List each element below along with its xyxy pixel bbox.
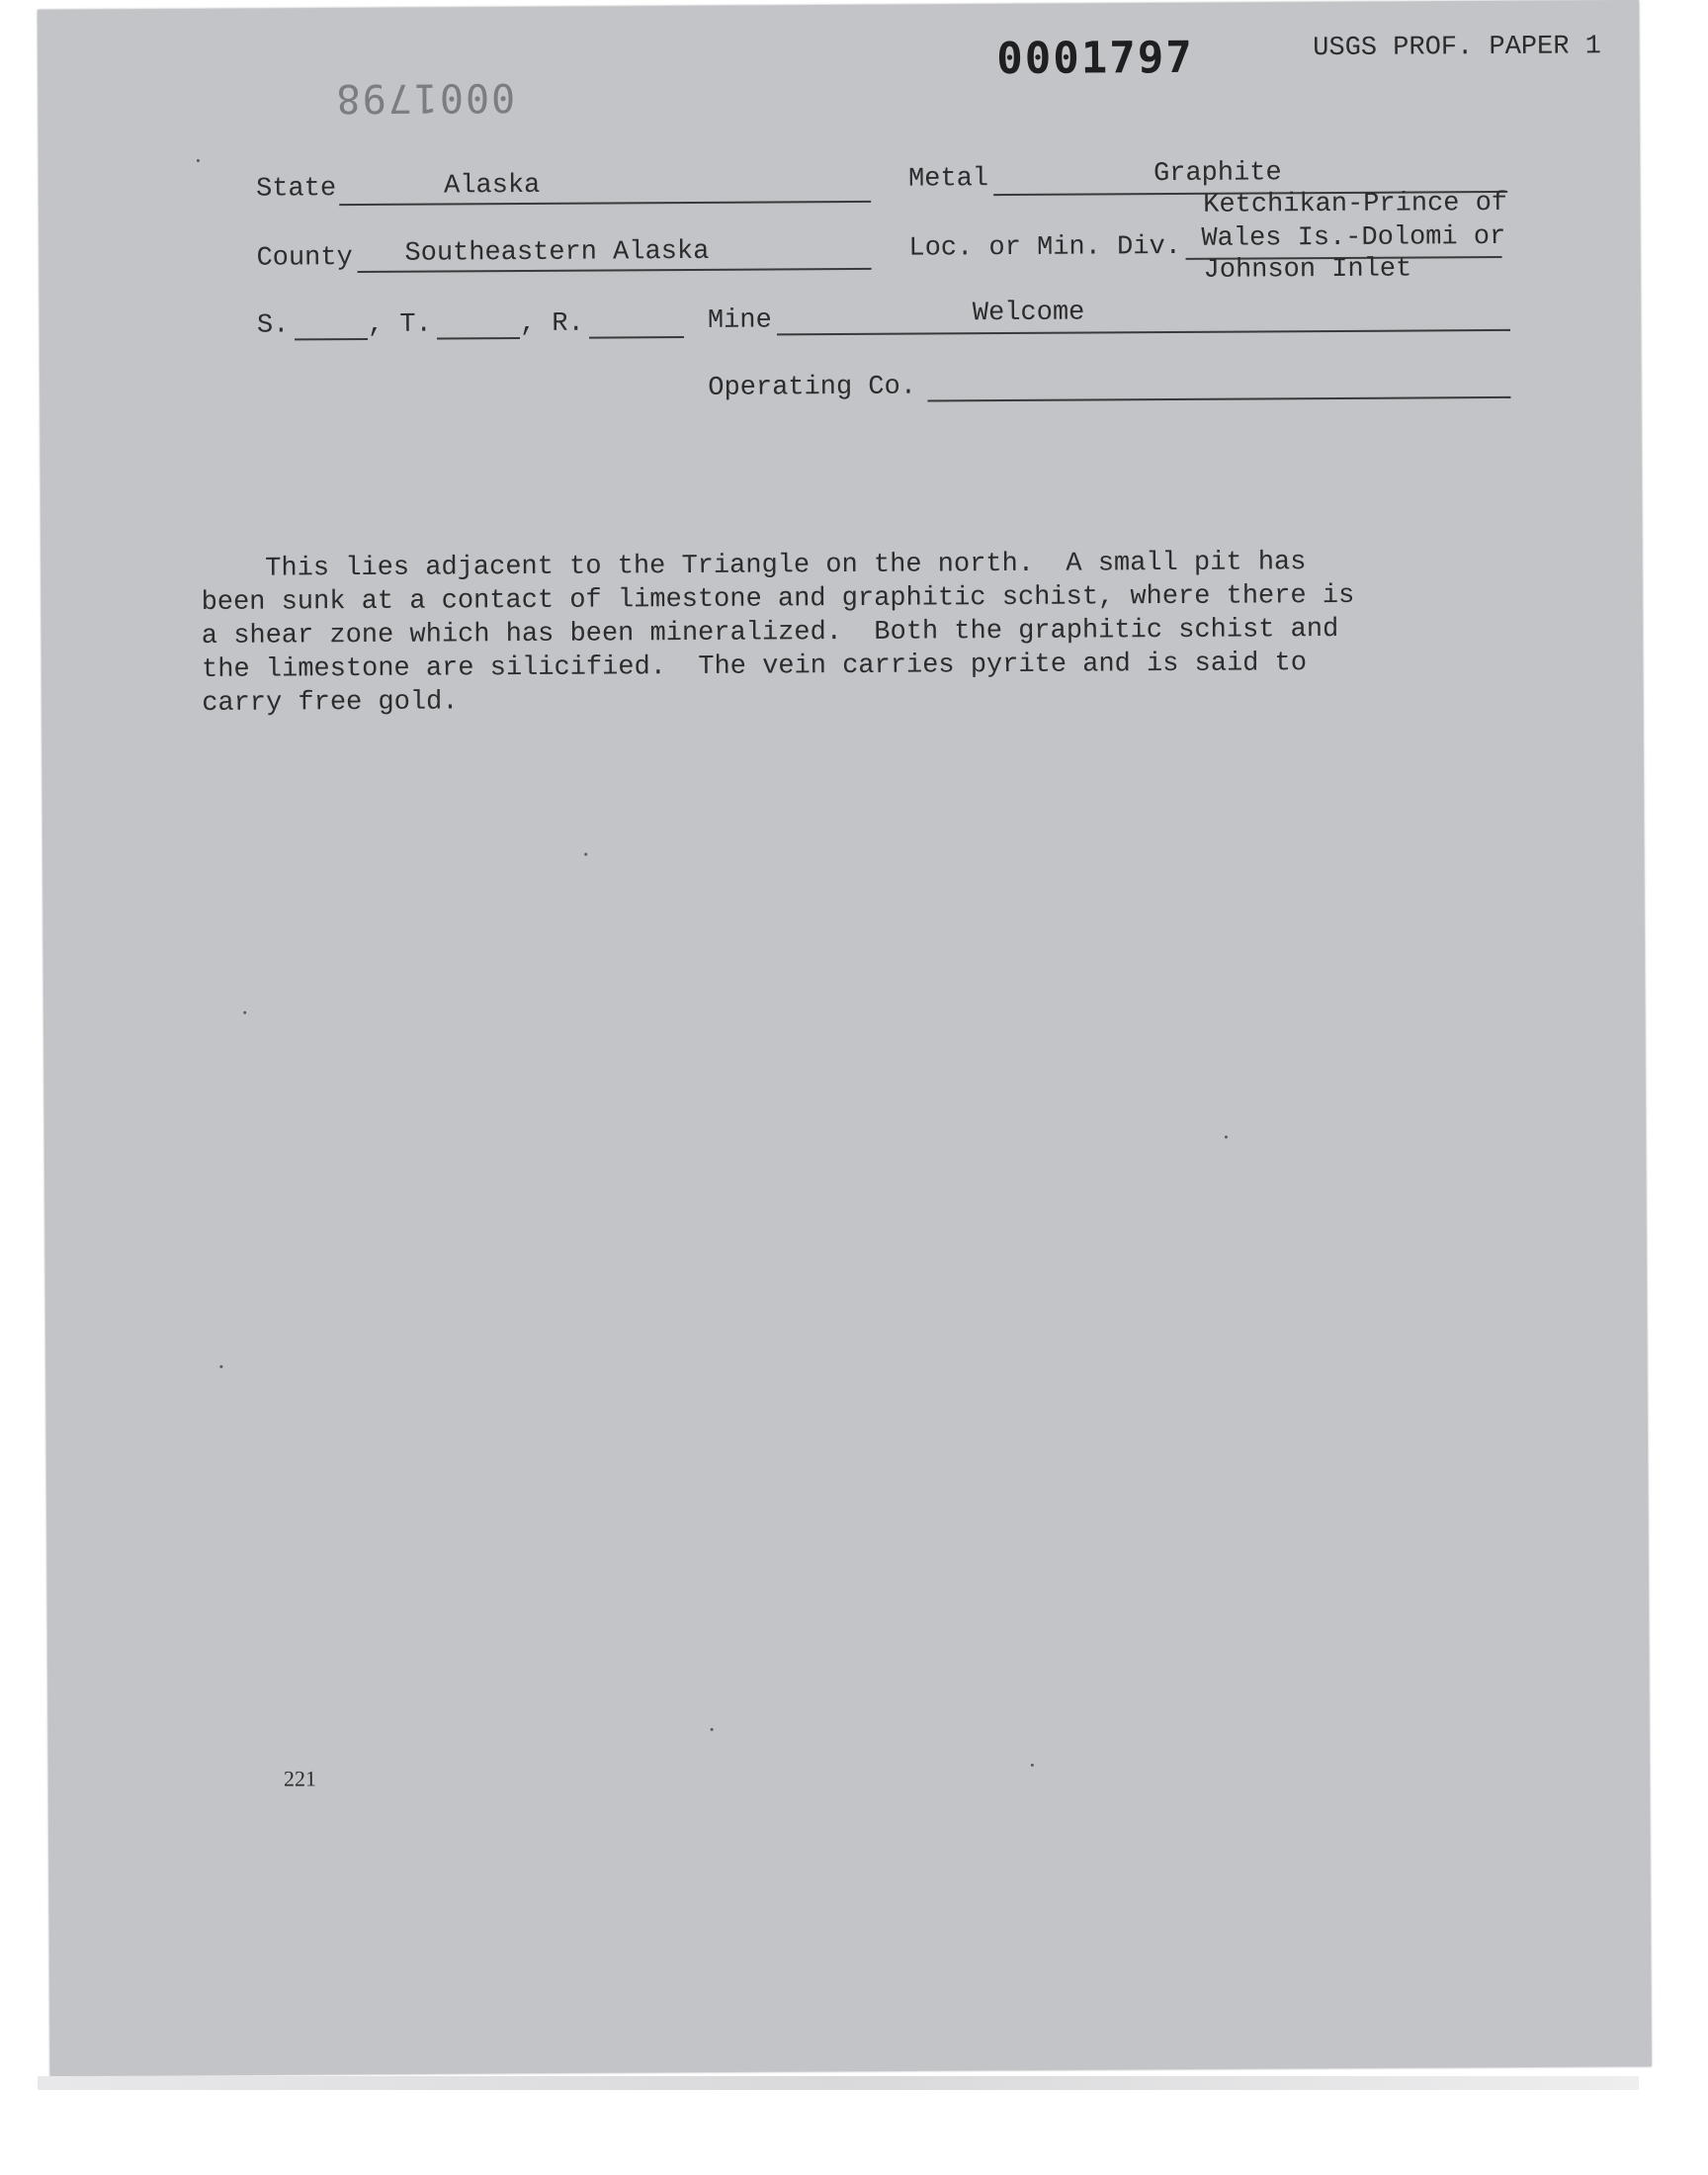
- mine-label: Mine: [707, 305, 772, 336]
- description-paragraph: This lies adjacent to the Triangle on the north. A small pit has been sunk at a contact of limestone and graphitic schist, where there is a shear zone which has been mineralized. Both the graphitic schist and the limestone are silicified. The vein carries pyrite and is said to carry free gold.: [201, 548, 1355, 719]
- mine-underline: [777, 329, 1510, 336]
- township-label: , T.: [367, 309, 432, 340]
- range-label: , R.: [519, 308, 584, 340]
- operating-co-label: Operating Co.: [708, 372, 917, 403]
- metal-label: Metal: [907, 164, 989, 195]
- state-label: State: [256, 174, 337, 205]
- stamp-number: 0001797: [996, 32, 1194, 85]
- section-label: S.: [256, 310, 290, 341]
- page-number: 221: [283, 1766, 317, 1791]
- operating-co-underline: [927, 396, 1510, 402]
- document-page: [38, 0, 1652, 2076]
- township-underline: [437, 337, 520, 340]
- state-value: Alaska: [444, 170, 541, 202]
- scan-edge: [38, 2076, 1639, 2090]
- scan-speck: [197, 159, 200, 162]
- section-underline: [295, 338, 368, 340]
- loc-value-line2: Wales Is.-Dolomi or: [1201, 221, 1506, 254]
- metal-value: Graphite: [1153, 158, 1282, 190]
- scan-speck: [584, 853, 587, 856]
- scan-speck: [1031, 1764, 1034, 1767]
- loc-value-line1: Ketchikan-Prince of: [1203, 188, 1508, 220]
- county-label: County: [256, 243, 353, 274]
- county-value: Southeastern Alaska: [404, 236, 710, 269]
- faded-stamp-number: 0001798: [334, 74, 516, 122]
- scan-speck: [243, 1011, 246, 1014]
- state-underline: [339, 201, 871, 206]
- scan-speck: [219, 1365, 222, 1368]
- loc-value-line3: Johnson Inlet: [1203, 254, 1412, 286]
- mine-value: Welcome: [972, 298, 1085, 329]
- scan-speck: [1225, 1136, 1228, 1139]
- series-note: USGS PROF. PAPER 1: [1313, 32, 1602, 64]
- county-underline: [358, 268, 872, 273]
- range-underline: [589, 336, 684, 339]
- loc-label: Loc. or Min. Div.: [908, 231, 1182, 264]
- scan-speck: [711, 1728, 714, 1731]
